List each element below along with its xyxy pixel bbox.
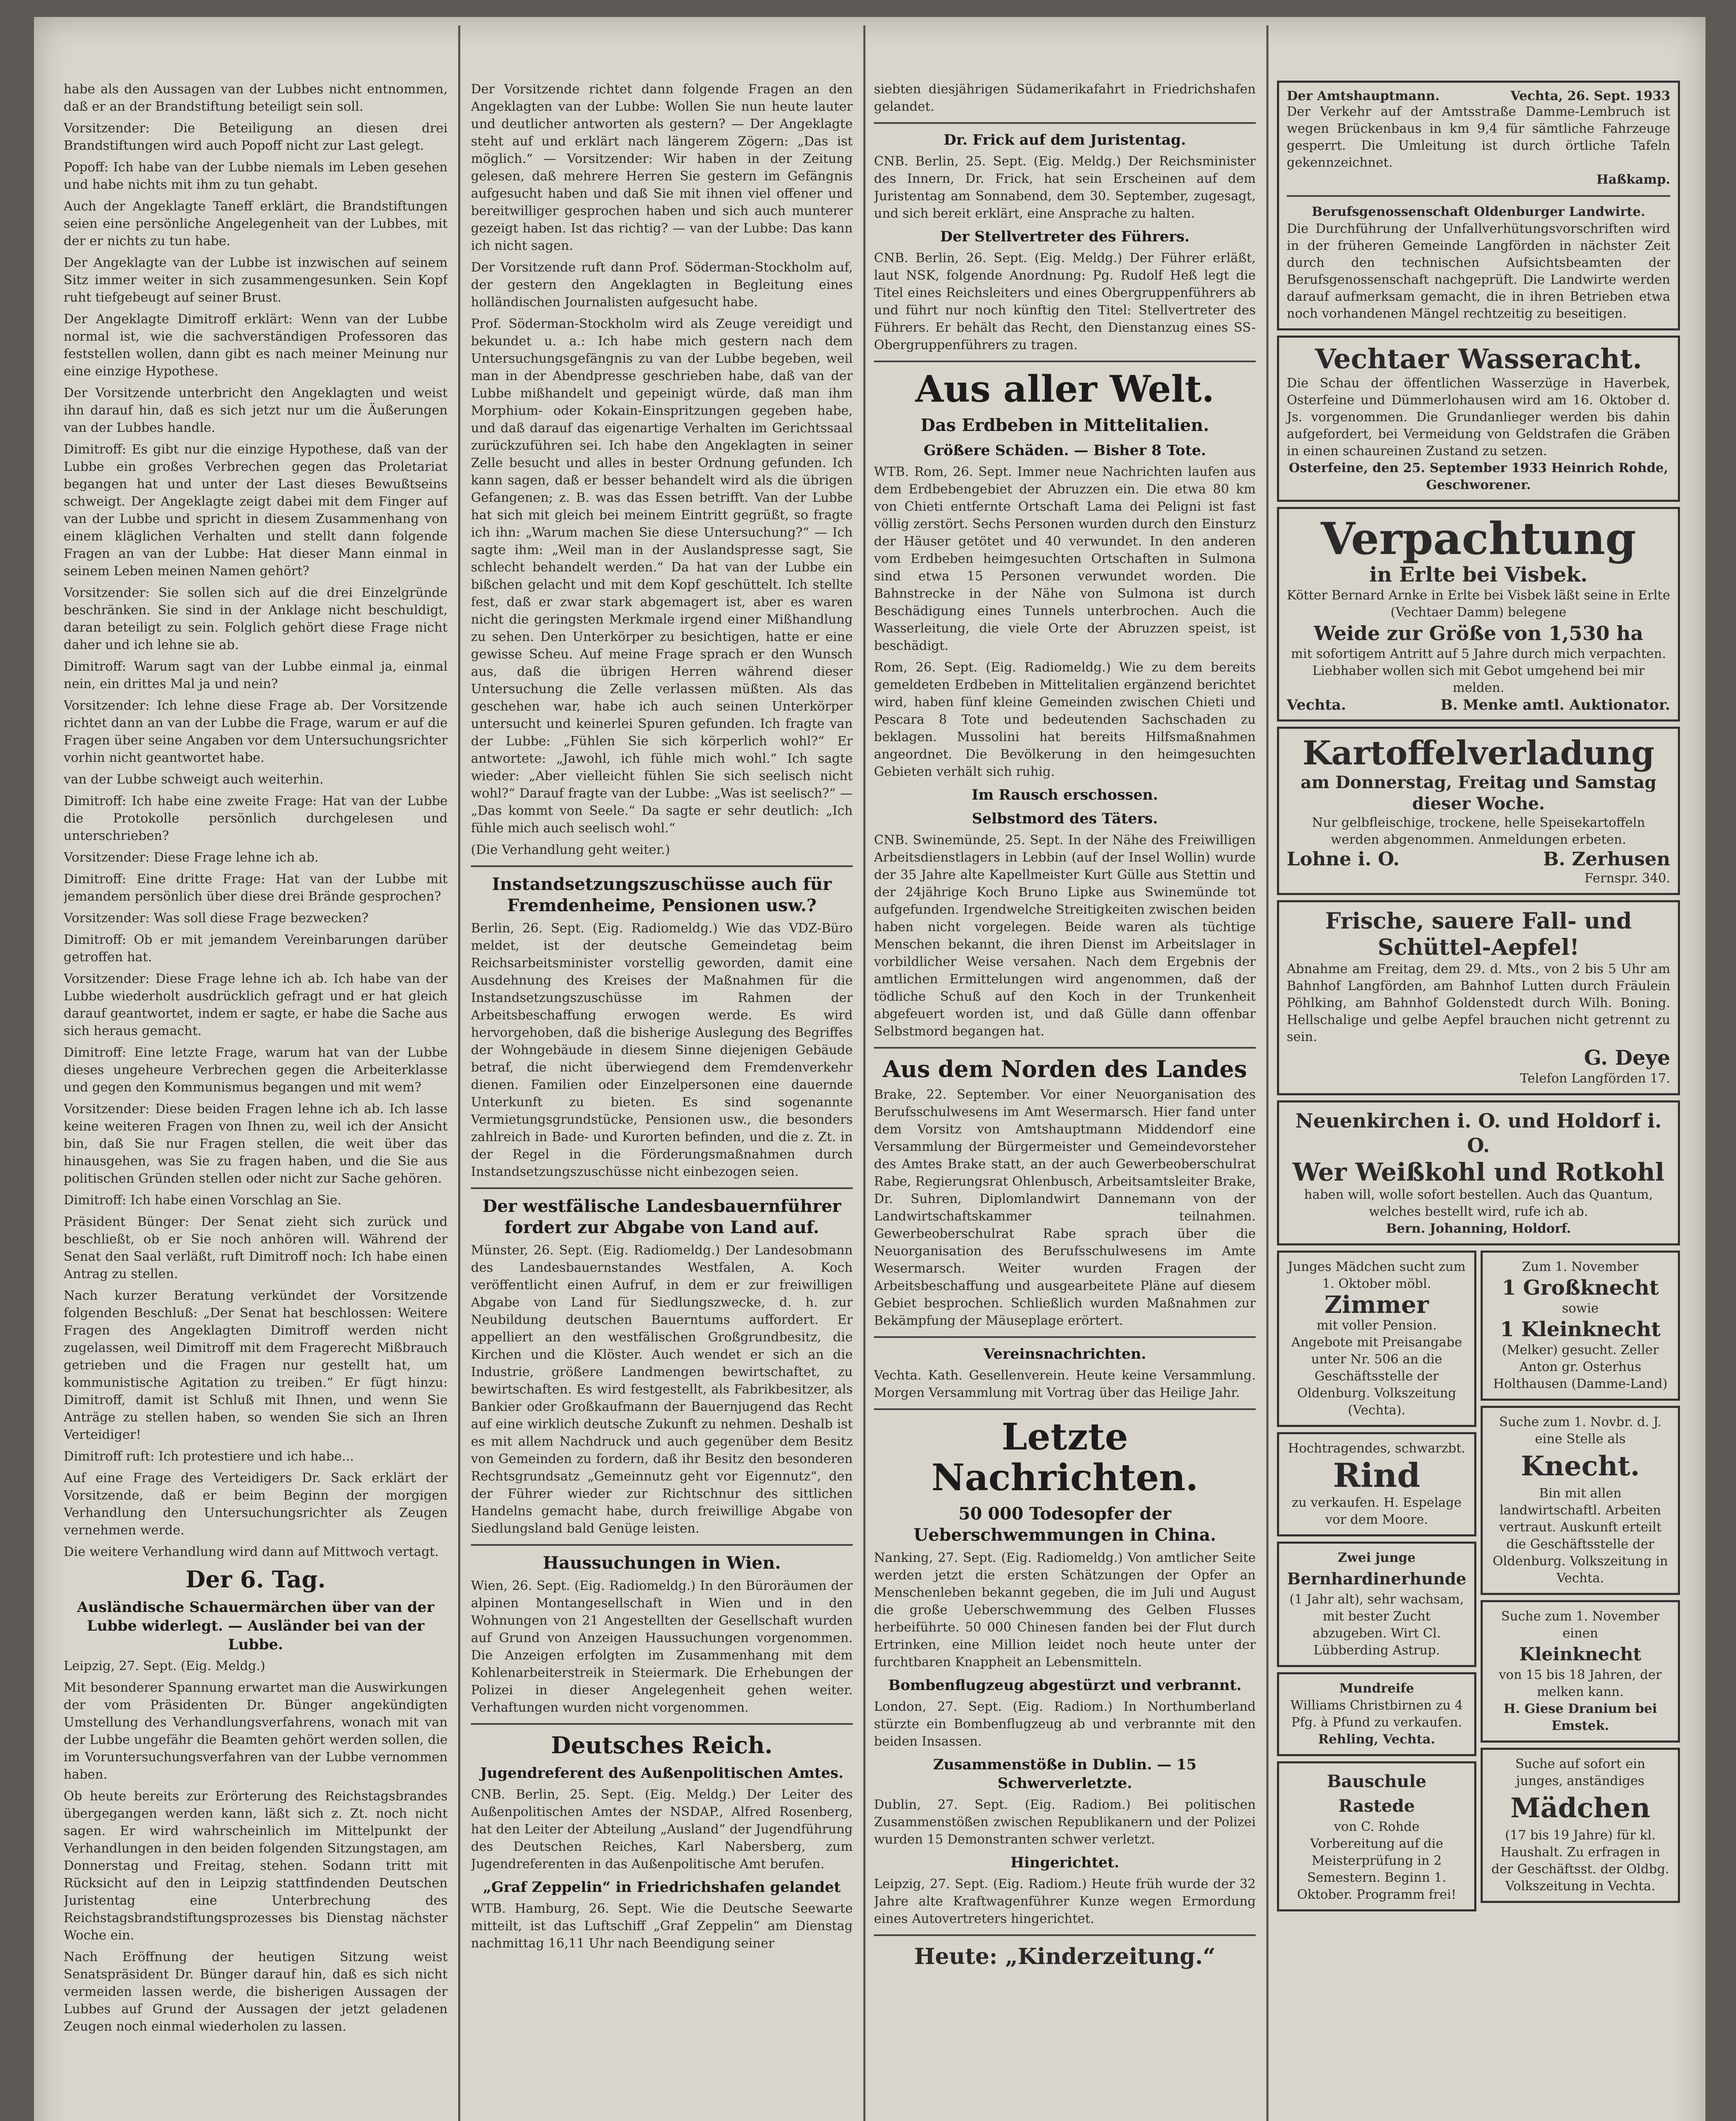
bomben-text <box>874 1698 1256 1750</box>
column-rule-2 <box>863 25 865 2121</box>
paragraph: van der Lubbe schweigt auch weiterhin. <box>64 772 324 787</box>
stellvertreter-heading: Der Stellvertreter des Führers. <box>940 228 1190 245</box>
jugendreferent-heading: Jugendreferent des Außenpolitischen Amtes. <box>480 1765 844 1782</box>
paragraph: Vorsitzender: Die Beteiligung an diesen drei Brandstiftungen wird auch Popoff nicht zur Last gelegt. <box>64 121 448 153</box>
norden-heading: Aus dem Norden des Landes <box>882 1055 1247 1083</box>
paragraph: (Die Verhandlung geht weiter.) <box>471 842 670 857</box>
paragraph: Dimitroff: Ich habe eine zweite Frage: Hat van der Lubbe die Protokolle persönlich durchgelesen und unterschrieben? <box>64 794 448 843</box>
paragraph: Vorsitzender: Diese Frage lehne ich ab. <box>64 850 319 865</box>
a8-sub: von C. Rohde <box>1334 1819 1420 1834</box>
paragraph: Leipzig, 27. Sept. (Eig. Meldg.) <box>64 1659 266 1673</box>
a7-head: Mundreife <box>1339 1681 1414 1696</box>
paragraph: Dimitroff: Eine letzte Frage, warum hat van der Lubbe dieses ungeheure Verbrechen gegen die Arbeiterklasse und gegen den Kommunismus begangen und mit wem? <box>64 1045 448 1095</box>
kart-text: Nur gelbfleischige, trockene, helle Speisekartoffeln werden abgenommen. Anmeldungen erbeten. <box>1312 815 1645 847</box>
haussuchungen-heading: Haussuchungen in Wien. <box>543 1553 781 1573</box>
pacht-sign-left: Vechta. <box>1287 697 1346 714</box>
ad-hunde <box>1277 1542 1476 1667</box>
paragraph: Präsident Bünger: Der Senat zieht sich zurück und beschließt, ob er Sie noch anhören will. Während der Senat den Saal verläßt, ruft Dimitroff noch: Ich habe einen Antrag zu stellen. <box>64 1214 448 1282</box>
paragraph: Vechta. Kath. Gesellenverein. Heute keine Versammlung. Morgen Versammlung mit Vortrag über das Heilige Jahr. <box>874 1368 1256 1400</box>
amt-head-right: Vechta, 26. Sept. 1933 <box>1510 89 1670 104</box>
ad-knecht <box>1481 1406 1680 1595</box>
amt-text: Der Verkehr auf der Amtsstraße Damme-Lembruch ist wegen Brückenbaus in km 9,4 für sämtliche Fahrzeuge gesperrt. Die Umleitung ist durch örtliche Tafeln gekennzeichnet. <box>1287 104 1670 170</box>
frick-heading: Dr. Frick auf dem Juristentag. <box>944 132 1186 148</box>
day-subheading: Ausländische Schauermärchen über van der Lubbe widerlegt. — Ausländer bei van der Lubbe. <box>77 1599 434 1653</box>
a6-sign: H. Giese Dranium bei Emstek. <box>1504 1701 1657 1733</box>
kohl-sign: Bern. Johanning, Holdorf. <box>1386 1221 1571 1236</box>
kohl-title: Wer Weißkohl und Rotkohl <box>1292 1158 1665 1186</box>
paragraph: Vorsitzender: Was soll diese Frage bezwecken? <box>64 911 369 926</box>
zeppelin-text <box>471 1900 853 1952</box>
paragraph: siebten diesjährigen Südamerikafahrt in Friedrichshafen gelandet. <box>874 82 1256 114</box>
china-heading: 50 000 Todesopfer der Ueberschwemmungen in China. <box>913 1504 1216 1545</box>
paragraph: Mit besonderer Spannung erwartet man die Auswirkungen der vom Präsidenten Dr. Bünger angekündigten Umstellung des Verhandlungsverfahrens, wonach mit van der Lubbe ungefähr die Beamten gehört werden sollen, die im Voruntersuchungsverfahren van der Lubbe vernommen haben. <box>64 1680 448 1782</box>
day-heading: Der 6. Tag. <box>185 1566 326 1593</box>
verein-text <box>874 1367 1256 1402</box>
kinderzeitung-banner: Heute: „Kinderzeitung.“ <box>914 1944 1216 1970</box>
kart-left: Lohne i. O. <box>1287 848 1400 870</box>
a2-big2: 1 Kleinknecht <box>1500 1318 1661 1341</box>
paragraph: Auf eine Frage des Verteidigers Dr. Sack erklärt der Vorsitzende, daß er beim Beginn der morgigen Verhandlung den Untersuchungsrichter als Zeugen vernehmen werde. <box>64 1471 448 1538</box>
kohl-text: haben will, wolle sofort bestellen. Auch das Quantum, welches bestellt wird, rufe ich ab. <box>1304 1187 1653 1219</box>
paragraph: CNB. Swinemünde, 25. Sept. In der Nähe des Freiwilligen Arbeitsdienstlagers in Lebbin (auf der Insel Wollin) wurde der 35 Jahre alte Kapellmeister Kurt Gülle aus Stettin und der 24jährige Koch Bruno Lipke aus Swinemünde tot aufgefunden. Irgendwelche Streitigkeiten zwischen beiden haben nicht vorgelegen. Beide waren als tüchtige Menschen bekannt, die ihren Dienst im Arbeitslager in vorbildlicher Weise versahen. Nach dem Ergebnis der amtlichen Ermittelungen wird angenommen, daß der tödliche Schuß auf den Koch in der Trunkenheit abgefeuert worden ist, und daß Gülle dann offenbar Selbstmord begangen hat. <box>874 833 1256 1039</box>
ad-zimmer <box>1277 1251 1476 1427</box>
bauernfuehrer-heading: Der westfälische Landesbauernführer fordert zur Abgabe von Land auf. <box>482 1196 841 1237</box>
kohl-head: Neuenkirchen i. O. und Holdorf i. O. <box>1295 1109 1662 1157</box>
paragraph: Ob heute bereits zur Erörterung des Reichstagsbrandes übergegangen werden kann, läßt sich z. Zt. noch nicht sagen. Er wird wahrscheinlich im Mittelpunkt der Verhandlungen in den beiden folgenden Sitzungstagen, am Donnerstag und Freitag, stehen. Sodann tritt mit Rücksicht auf den in Leipzig stattfindenden Deutschen Juristentag eine Unterbrechung des Reichstagsbrandstiftungsprozesses bis Dienstag nächster Woche ein. <box>64 1789 448 1943</box>
erdbeben-subheading: Größere Schäden. — Bisher 8 Tote. <box>924 442 1206 459</box>
ad-bauschule <box>1277 1761 1476 1911</box>
paragraph: Berlin, 26. Sept. (Eig. Radiomeldg.) Wie das VDZ-Büro meldet, ist der deutsche Gemeindetag beim Reichsarbeitsminister vorstellig geworden, damit eine Ausdehnung des Kreises der Maßnahmen für die Instandsetzungszuschüsse im Rahmen der Arbeitsbeschaffung erwogen werde. Es wird hervorgehoben, daß die bisherige Auslegung des Begriffes der Wohngebäude in diesem Sinne diejenigen Gebäude betraf, die nicht überwiegend dem Fremdenverkehr dienen. Familien oder Einzelpersonen eine dauernde Unterkunft zu bieten. Es sind sogenannte Vermietungsgrundstücke, Pensionen usw., die besonders zahlreich in Bade- und Kurorten befinden, und die z. Zt. in der Regel in die Förderungsmaßnahmen durch Instandsetzungszuschüsse nicht einbezogen seien. <box>471 921 853 1179</box>
a9-head: Suche auf sofort ein junges, anständiges <box>1515 1757 1646 1788</box>
divider <box>874 1408 1256 1410</box>
a4-text: Bin mit allen landwirtschaftl. Arbeiten vertraut. Auskunft erteilt die Geschäftsstelle der Oldenburg. Volkszeitung in Vechta. <box>1492 1486 1668 1586</box>
kart-title: Kartoffelverladung <box>1302 734 1655 772</box>
paragraph: Dimitroff: Warum sagt van der Lubbe einmal ja, einmal nein, ein drittes Mal ja und nein? <box>64 659 448 691</box>
paragraph: Brake, 22. September. Vor einer Neuorganisation des Berufsschulwesens im Amt Wesermarsch. Hier fand unter dem Vorsitz von Amtshauptmann Middendorf eine Versammlung der Bürgermeister und Gemeindevorsteher des Amtes Brake statt, an der auch Gewerbeoberschulrat Rabe, Regierungsrat Ohlenbusch, Arbeitsamtsleiter Brake, Dr. Suhren, Diplomlandwirt Dannemann von der Landwirtschaftskammer teilnahmen. Gewerbeoberschulrat Rabe sprach über die Neuorganisation des Berufsschulwesens im Amte Wesermarsch. Weiter wurden Fragen der Arbeitsbeschaffung und ausgearbeitete Pläne auf diesem Gebiet besprochen. Schließlich wurden Maßnahmen zur Bekämpfung der Mäuseplage erörtert. <box>874 1087 1256 1328</box>
a1-big: Zimmer <box>1324 1291 1429 1319</box>
wasser-text: Die Schau der öffentlichen Wasserzüge in Haverbek, Osterfeine und Dümmerlohausen wird am 16. Oktober d. Js. vorgenommen. Die Grundanlieger werden bis dahin aufgefordert, bei Vermeidung von Geldstrafen die Gräben in einen schaureinen Zustand zu setzen. <box>1287 376 1670 459</box>
dublin-heading: Zusammenstöße in Dublin. — 15 Schwerverletzte. <box>933 1756 1197 1792</box>
a5-text: (1 Jahr alt), sehr wachsam, mit bester Zucht abzugeben. Wirt Cl. Lübberding Astrup. <box>1289 1592 1464 1658</box>
paragraph: WTB. Rom, 26. Sept. Immer neue Nachrichten laufen aus dem Erdbebengebiet der Abruzzen ein. Die etwa 80 km von Chieti entfernte Ortschaft Lama dei Peligni ist fast völlig zerstört. Sechs Personen wurden durch den Einsturz der Häuser getötet und 40 verwundet. In den anderen vom Erdbeben heimgesuchten Ortschaften in Sulmona sind etwa 15 Personen verwundet worden. Die Bahnstrecke in der Nähe von Sulmona ist durch Beschädigung eines Tunnels unterbrochen. Auch die Wasserleitung, die viele Orte der Abruzzen speist, ist beschädigt. <box>874 464 1256 653</box>
verein-heading: Vereinsnachrichten. <box>983 1346 1146 1363</box>
ad-wasseracht <box>1277 336 1680 502</box>
ad-kleinknecht <box>1481 1600 1680 1743</box>
day-report <box>64 1657 448 2035</box>
paragraph: Vorsitzender: Diese beiden Fragen lehne ich ab. Ich lasse keine weiteren Fragen von Ihnen zu, weil ich der Ansicht bin, daß Sie nur Fragen stellen, die weit über das hinausgehen, was Sie zu fragen haben, und die Sie aus politischen Gründen stellen oder nicht zur Sache gehören. <box>64 1102 448 1186</box>
wasser-sign: Osterfeine, den 25. September 1933 Heinrich Rohde, Geschworener. <box>1288 461 1669 492</box>
wasser-title: Vechtaer Wasseracht. <box>1315 343 1642 375</box>
ad-kartoffel <box>1277 727 1680 895</box>
paragraph: Dublin, 27. Sept. (Eig. Radiom.) Bei politischen Zusammenstößen zwischen Republikanern und der Polizei wurden 15 Demonstranten schwer verletzt. <box>874 1797 1256 1847</box>
paragraph: Nach Eröffnung der heutigen Sitzung weist Senatspräsident Dr. Bünger darauf hin, daß es sich nicht vermeiden lassen werde, die bisherigen Aussagen der Lubbes auf Grund der Aussagen der jetzt geladenen Zeugen noch einmal wiederholen zu lassen. <box>64 1950 448 2034</box>
paragraph: Die weitere Verhandlung wird dann auf Mittwoch vertagt. <box>64 1545 439 1559</box>
pacht-text: Kötter Bernard Arnke in Erlte bei Visbek läßt seine in Erlte (Vechtaer Damm) belegene <box>1287 588 1670 620</box>
a3-big: Rind <box>1333 1456 1420 1495</box>
pacht-title: Verpachtung <box>1321 512 1636 565</box>
a1-head: Junges Mädchen sucht zum 1. Oktober möbl. <box>1288 1259 1466 1291</box>
ad-rind <box>1277 1432 1476 1536</box>
amt-head-left: Der Amtshauptmann. <box>1287 89 1440 104</box>
pacht-text2: mit sofortigem Antritt auf 5 Jahre durch mich verpachten. Liebhaber wollen sich mit Gebot umgehend bei mir melden. <box>1291 646 1666 695</box>
soederman-report <box>471 81 853 859</box>
a7-text: Williams Christbirnen zu 4 Pfg. à Pfund zu verkaufen. <box>1290 1698 1463 1730</box>
deutsches-reich-heading: Deutsches Reich. <box>551 1732 773 1759</box>
paragraph: London, 27. Sept. (Eig. Radiom.) In Northumberland stürzte ein Bombenflugzeug ab und verbrannte mit den beiden Insassen. <box>874 1699 1256 1749</box>
column-1 <box>64 81 448 2121</box>
a6-big: Kleinknecht <box>1519 1644 1641 1665</box>
column-3 <box>874 81 1256 2121</box>
instandsetzung-heading: Instandsetzungszuschüsse auch für Fremdenheime, Pensionen usw.? <box>492 874 832 915</box>
ad-maedchen <box>1481 1748 1680 1903</box>
a6-head: Suche zum 1. November einen <box>1501 1609 1660 1641</box>
pacht-sign-right: B. Menke amtl. Auktionator. <box>1440 697 1670 714</box>
column-2 <box>471 81 853 2121</box>
a5-head: Zwei junge <box>1338 1550 1416 1565</box>
paragraph: Der Vorsitzende ruft dann Prof. Söderman-Stockholm auf, der gestern den Angeklagten in Begleitung eines holländischen Journalisten aufgesucht habe. <box>471 260 853 310</box>
a3-head: Hochtragendes, schwarzbt. <box>1288 1441 1466 1456</box>
erdbeben-text <box>874 463 1256 781</box>
a9-text: (17 bis 19 Jahre) für kl. Haushalt. Zu erfragen in der Geschäftsst. der Oldbg. Volkszeitung in Vechta. <box>1491 1828 1669 1894</box>
a2-big1: 1 Großknecht <box>1502 1276 1659 1300</box>
trial-report <box>64 81 448 1561</box>
hingerichtet-heading: Hingerichtet. <box>1010 1854 1120 1871</box>
erdbeben-heading: Das Erdbeben in Mittelitalien. <box>920 415 1210 435</box>
apfel-title: Frische, sauere Fall- und Schüttel-Aepfel! <box>1325 908 1632 960</box>
stellvertreter-text <box>874 249 1256 354</box>
paragraph: Leipzig, 27. Sept. (Eig. Radiom.) Heute früh wurde der 32 Jahre alte Kraftwagenführer Kunze wegen Ermordung eines Autovertreters hingerichtet. <box>874 1877 1256 1926</box>
column-4-ads <box>1277 81 1680 2121</box>
a5-big: Bernhardinerhunde <box>1287 1569 1467 1588</box>
a1-text: mit voller Pension. Angebote mit Preisangabe unter Nr. 506 an die Geschäftsstelle der Oldenburg. Volkszeitung (Vechta). <box>1291 1318 1462 1418</box>
divider <box>874 1047 1256 1049</box>
divider <box>471 865 853 867</box>
pacht-sub: in Erlte bei Visbek. <box>1369 563 1588 587</box>
divider <box>874 122 1256 124</box>
ad-amtshauptmann <box>1277 81 1680 330</box>
paragraph: Nach kurzer Beratung verkündet der Vorsitzende folgenden Beschluß: „Der Senat hat beschlossen: Weitere Fragen des Angeklagten Dimitroff werden nicht zugelassen, weil Dimitroff mit dem Fragerecht Mißbrauch getrieben und die Fragen nur gestellt hat, um kommunistische Agitation zu treiben.“ Er fügt hinzu: Dimitroff, damit ist Schluß mit Ihnen, und wenn Sie Anträge zu stellen haben, so wenden Sie sich an Ihren Verteidiger! <box>64 1288 448 1442</box>
divider <box>1287 195 1670 197</box>
paragraph: CNB. Berlin, 25. Sept. (Eig. Meldg.) Der Reichsminister des Innern, Dr. Frick, hat sein Erscheinen auf dem Juristentag am Sonnabend, dem 30. September, zugesagt, und sich bereit erklärt, eine Ansprache zu halten. <box>874 154 1256 221</box>
beruf-head: Berufsgenossenschaft Oldenburger Landwirte. <box>1311 204 1646 219</box>
apfel-sign: G. Deye <box>1584 1046 1670 1070</box>
paragraph: Rom, 26. Sept. (Eig. Radiomeldg.) Wie zu dem bereits gemeldeten Erdbeben in Mittelitalien ergänzend berichtet wird, haben fünf kleine Gemeinden zwischen Chieti und Pescara 8 Tote und bedeutenden Sachschaden zu beklagen. Mussolini hat bereits Hilfsmaßnahmen angeordnet. Die Bevölkerung in den heimgesuchten Gebieten verhält sich ruhig. <box>874 660 1256 779</box>
divider <box>471 1187 853 1189</box>
frick-text <box>874 153 1256 222</box>
apfel-phone: Telefon Langförden 17. <box>1520 1071 1670 1086</box>
paragraph: Nanking, 27. Sept. (Eig. Radiomeldg.) Von amtlicher Seite werden jetzt die ersten Schätzungen der Opfer an Menschenleben bekannt gegeben, die im Juli und August die große Ueberschwemmung des Gelben Flusses herbeiführte. 50 000 Chinesen fanden bei der Flut durch Ertrinken, eine Million leidet noch heute unter der furchtbaren Knappheit an Lebensmitteln. <box>874 1550 1256 1670</box>
rausch-subheading: Selbstmord des Täters. <box>972 810 1158 827</box>
paragraph: Dimitroff: Eine dritte Frage: Hat van der Lubbe mit jemandem persönlich über diese drei Brände gesprochen? <box>64 872 448 904</box>
a4-big: Knecht. <box>1520 1450 1640 1482</box>
dublin-text <box>874 1796 1256 1848</box>
ad-grossknecht <box>1481 1251 1680 1401</box>
a2-text: (Melker) gesucht. Zeller Anton gr. Osterhus Holthausen (Damme-Land) <box>1493 1343 1668 1391</box>
a6-text: von 15 bis 18 Jahren, der melken kann. <box>1498 1668 1662 1699</box>
a2-mid: sowie <box>1562 1301 1599 1316</box>
a3-text: zu verkaufen. H. Espelage vor dem Moore. <box>1291 1495 1462 1527</box>
divider <box>874 1336 1256 1338</box>
kart-phone: Fernspr. 340. <box>1584 871 1670 886</box>
divider <box>874 361 1256 362</box>
paragraph: WTB. Hamburg, 26. Sept. Wie die Deutsche Seewarte mitteilt, ist das Luftschiff „Graf Zeppelin“ am Dienstag nachmittag 16,11 Uhr nach Beendigung seiner <box>471 1901 853 1951</box>
pacht-big: Weide zur Größe von 1,530 ha <box>1313 622 1644 645</box>
paragraph: Wien, 26. Sept. (Eig. Radiomeldg.) In den Büroräumen der alpinen Montangesellschaft in Wien und in den Wohnungen von 21 Angestellten der Gesellschaft wurden auf Grund von Anzeigen Haussuchungen vorgenommen. Die Anzeigen erfolgten im Zusammenhang mit dem Kohlenarbeiterstreik in Steiermark. Die Erhebungen der Polizei in dieser Angelegenheit gehen weiter. Verhaftungen wurden nicht vorgenommen. <box>471 1578 853 1715</box>
small-ads-grid <box>1277 1251 1680 1917</box>
beruf-text: Die Durchführung der Unfallverhütungsvorschriften wird in der früheren Gemeinde Langförden in nächster Zeit durch den technischen Aufsichtsbeamten der Berufsgenossenschaft nachgeprüft. Die Landwirte werden darauf aufmerksam gemacht, die in ihren Betrieben etwa noch vorhandenen Mängel rechtzeitig zu beseitigen. <box>1287 221 1670 321</box>
a8-big: Bauschule Rastede <box>1327 1771 1427 1816</box>
divider <box>874 1934 1256 1936</box>
a8-text: Vorbereitung auf die Meisterprüfung in 2 Semestern. Beginn 1. Oktober. Programm frei! <box>1297 1836 1456 1902</box>
zeppelin-continued <box>874 81 1256 115</box>
paragraph: Dimitroff: Ob er mit jemandem Vereinbarungen darüber getroffen hat. <box>64 932 448 965</box>
letzte-nachrichten-heading: Letzte Nachrichten. <box>931 1416 1198 1499</box>
china-text <box>874 1549 1256 1671</box>
paragraph: Popoff: Ich habe van der Lubbe niemals im Leben gesehen und habe nichts mit ihm zu tun gehabt. <box>64 160 448 192</box>
instandsetzung-text <box>471 920 853 1181</box>
ad-kohl <box>1277 1100 1680 1245</box>
paragraph: habe als den Aussagen van der Lubbes nicht entnommen, daß er an der Brandstiftung beteiligt sein soll. <box>64 82 448 114</box>
aus-aller-welt-heading: Aus aller Welt. <box>915 368 1215 411</box>
ad-aepfel <box>1277 900 1680 1095</box>
column-rule-3 <box>1266 25 1268 2121</box>
a9-big: Mädchen <box>1510 1792 1650 1824</box>
jugendreferent-text <box>471 1786 853 1873</box>
paragraph: CNB. Berlin, 26. Sept. (Eig. Meldg.) Der Führer erläßt, laut NSK, folgende Anordnung: Pg. Rudolf Heß legt die Titel eines Reichsleiters und eines Obergruppenführers ab und führt nur noch künftig den Titel: Stellvertreter des Führers. Er behält das Recht, den Dienstanzug eines SS-Obergruppenführers zu tragen. <box>874 251 1256 353</box>
paragraph: Auch der Angeklagte Taneff erklärt, die Brandstiftungen seien eine persönliche Angelegenheit van der Lubbes, mit der er nichts zu tun habe. <box>64 199 448 249</box>
norden-text <box>874 1086 1256 1329</box>
a4-head: Suche zum 1. Novbr. d. J. eine Stelle als <box>1499 1415 1662 1447</box>
paragraph: Vorsitzender: Diese Frage lehne ich ab. Ich habe van der Lubbe wiederholt ausdrücklich gefragt und er hat gleich darauf geantwortet, indem er sagte, er habe die Sache aus sich heraus gemacht. <box>64 971 448 1038</box>
paragraph: Der Angeklagte Dimitroff erklärt: Wenn van der Lubbe normal ist, wie die sachverständigen Professoren das feststellen wollen, dann gibt es nach meiner Meinung nur eine einzige Hypothese. <box>64 312 448 379</box>
hingerichtet-text <box>874 1875 1256 1928</box>
column-rule-1 <box>458 25 460 2121</box>
paragraph: Vorsitzender: Sie sollen sich auf die drei Einzelgründe beschränken. Sie sind in der Anklage nicht beschuldigt, daran beteiligt zu sein. Folglich gehört diese Frage nicht daher und ich lehne sie ab. <box>64 585 448 652</box>
bauernfuehrer-text <box>471 1242 853 1537</box>
paragraph: Dimitroff: Es gibt nur die einzige Hypothese, daß van der Lubbe ein großes Verbrechen gegen das Proletariat begangen hat und unter der Last dieses Bewußtseins schweigt. Der Angeklagte zeigt dabei mit dem Finger auf van der Lubbe und spricht in diesem Zusammenhang von einem kläglichen Verhalten und stellt dann folgende Fragen an van der Lubbe: Hat dieser Mann einmal in seinem Leben meinen Namen gehört? <box>64 442 448 579</box>
apfel-text: Abnahme am Freitag, dem 29. d. Mts., von 2 bis 5 Uhr am Bahnhof Langförden, am Bahnhof Lutten durch Fräulein Pöhlking, am Bahnhof Goldenstedt durch Wilh. Boning. Hellschalige und gelbe Aepfel brauchen nicht getrennt zu sein. <box>1287 962 1670 1044</box>
paragraph: Vorsitzender: Ich lehne diese Frage ab. Der Vorsitzende richtet dann an van der Lubbe die Frage, warum er auf die Fragen über seine Angaben vor dem Untersuchungsrichter vorhin nicht geantwortet habe. <box>64 698 448 765</box>
amt-sign: Haßkamp. <box>1596 172 1670 187</box>
a2-head: Zum 1. November <box>1522 1259 1639 1274</box>
paragraph: Dimitroff: Ich habe einen Vorschlag an Sie. <box>64 1193 342 1208</box>
divider <box>471 1544 853 1546</box>
kart-right: B. Zerhusen <box>1543 848 1670 870</box>
paragraph: Der Vorsitzende richtet dann folgende Fragen an den Angeklagten van der Lubbe: Wollen Sie nun heute lauter und deutlicher antworten als gestern? — Der Angeklagte steht auf und erklärt nach längerem Zögern: „Das ist möglich.“ — Vorsitzender: Wir haben in der Zeitung gelesen, daß mehrere Herren Sie gestern im Gefängnis aufgesucht haben und daß Sie mit ihnen viel offener und bereitwilliger gesprochen haben und sich auch munterer gezeigt haben. Ist das richtig? — van der Lubbe: Das kann ich nicht sagen. <box>471 82 853 253</box>
paragraph: Der Angeklagte van der Lubbe ist inzwischen auf seinem Sitz immer weiter in sich zusammengesunken. Sein Kopf ruht tiefgebeugt auf seiner Brust. <box>64 255 448 305</box>
kart-sub: am Donnerstag, Freitag und Samstag dieser Woche. <box>1300 772 1657 814</box>
divider <box>471 1723 853 1725</box>
rausch-heading: Im Rausch erschossen. <box>972 786 1158 803</box>
paragraph: Der Vorsitzende unterbricht den Angeklagten und weist ihn darauf hin, daß es sich jetzt nur um die Äußerungen van der Lubbes handle. <box>64 386 448 435</box>
rausch-text <box>874 831 1256 1040</box>
paragraph: Dimitroff ruft: Ich protestiere und ich habe... <box>64 1449 354 1464</box>
ad-verpachtung <box>1277 507 1680 722</box>
ad-birnen <box>1277 1672 1476 1756</box>
bomben-heading: Bombenflugzeug abgestürzt und verbrannt. <box>888 1677 1242 1694</box>
paragraph: CNB. Berlin, 25. Sept. (Eig. Meldg.) Der Leiter des Außenpolitischen Amtes der NSDAP., Alfred Rosenberg, hat den Leiter der Abteilung „Ausland“ der Jugendführung des Deutschen Reiches, Karl Nabersberg, zum Jugendreferenten in das Außenpolitische Amt berufen. <box>471 1787 853 1872</box>
haussuchungen-text <box>471 1577 853 1716</box>
zeppelin-heading: „Graf Zeppelin“ in Friedrichshafen gelandet <box>483 1879 841 1896</box>
paragraph: Prof. Söderman-Stockholm wird als Zeuge vereidigt und bekundet u. a.: Ich habe mich gestern nach dem Untersuchungsgefängnis zu van der Lubbe begeben, weil man in der Abendpresse geschrieben habe, daß van der Lubbe mißhandelt und gepeinigt würde, daß man ihm Morphium- oder Kokain-Einspritzungen gegeben habe, und daß darauf das eigenartige Verhalten im Gerichtssaal zurückzuführen sei. Ich habe den Angeklagten in seiner Zelle besucht und alles in bester Ordnung gefunden. Ich kann sagen, daß er besser behandelt wird als die übrigen Gefangenen; z. B. was das Essen betrifft. Van der Lubbe hat sich mit gleich bei meinem Eintritt gegrüßt, so fragte ich ihn: „Warum machen Sie diese Untersuchung?“ — Ich sagte ihm: „Weil man in der Auslandspresse sagt, Sie schlecht behandelt werden.“ Da hat van der Lubbe ein bißchen gelacht und mit dem Kopf geschüttelt. Ich stellte fest, daß er zwar stark abgemagert ist, aber es waren nicht die geringsten Merkmale irgend einer Mißhandlung zu sehen. Den Unterkörper zu besichtigen, hatte er eine gewisse Scheu. Auf meine Frage sprach er den Wunsch aus, daß die übrigen Herren während dieser Untersuchung die Zelle verlassen müßten. Als das geschehen war, habe ich auch seinen Unterkörper untersucht und keinerlei Spuren gefunden. Ich fragte van der Lubbe: „Fühlen Sie sich körperlich wohl?“ Er antwortete: „Jawohl, ich fühle mich wohl.“ Ich sagte wieder: „Aber vielleicht fühlen Sie sich seelisch nicht wohl?“ Darauf fragte van der Lubbe: „Was ist seelisch?“ — „Das kommt von Seele.“ Da sagte er sehr deutlich: „Ich fühle mich auch seelisch wohl.“ <box>471 316 853 836</box>
newspaper-page <box>34 17 1705 2121</box>
a7-sign: Rehling, Vechta. <box>1318 1732 1435 1747</box>
paragraph: Münster, 26. Sept. (Eig. Radiomeldg.) Der Landesobmann des Landesbauernstandes Westfalen, A. Koch veröffentlicht einen Aufruf, in dem er zur freiwilligen Abgabe von Land für Siedlungszwecke, d. h. zur Neubildung deutschen Bauerntums auffordert. Er appelliert an den westfälischen Großgrundbesitz, die Kirchen und die Klöster. Auch wendet er sich an die Industrie, größere Landmengen bewirtschaftet, zu bewirtschaften. Es wird festgestellt, als Fabrikbesitzer, als Bankier oder Großkaufmann der Bauernjugend das Recht auf eine wirklich deutsche Zukunft zu nehmen. Deshalb ist es mit allem Nachdruck und auch gegenüber dem Besitz von Gemeinden zu fordern, daß ihr Besitz den besonderen Rechtsgrundsatz „Gemeinnutz geht vor Eigennutz“, den der Führer wieder zur Richtschnur des sittlichen Handelns gemacht habe, durch freiwillige Abgabe von Siedlungsland bald Genüge leisten. <box>471 1243 853 1536</box>
